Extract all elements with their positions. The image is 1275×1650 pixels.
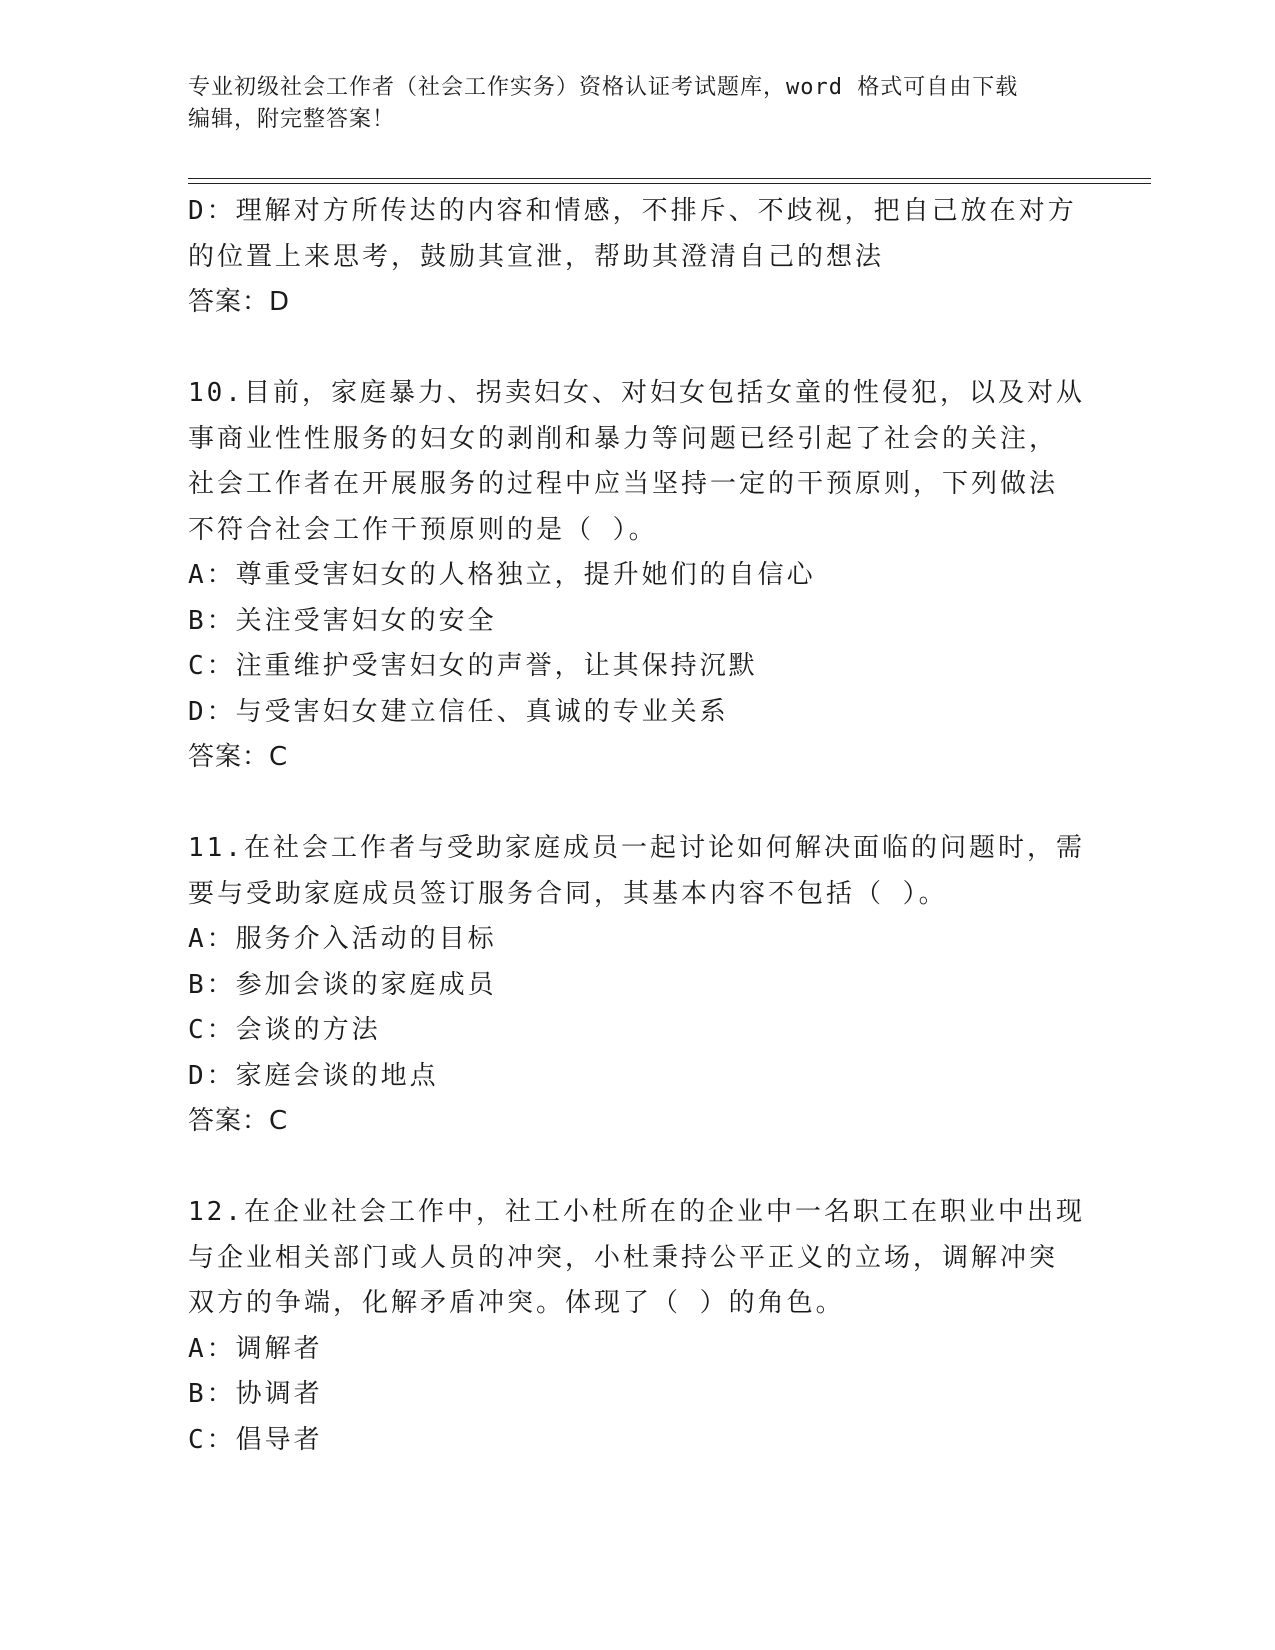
question-12 xyxy=(188,1190,1088,1463)
question-stem-line: 10.目前，家庭暴力、拐卖妇女、对妇女包括女童的性侵犯，以及对从 xyxy=(188,378,1085,408)
document-body xyxy=(188,189,1088,1463)
spacer xyxy=(188,781,1088,827)
header-line-1: 专业初级社会工作者（社会工作实务）资格认证考试题库，word 格式可自由下载 xyxy=(188,75,1019,100)
option-b: B：关注受害妇女的安全 xyxy=(188,605,497,636)
header-rule-bottom xyxy=(188,183,1151,184)
question-11 xyxy=(188,826,1088,1145)
spacer xyxy=(188,1145,1088,1191)
question-stem-line: 不符合社会工作干预原则的是（ ）。 xyxy=(188,514,658,545)
option-b: B：协调者 xyxy=(188,1379,323,1409)
question-10 xyxy=(188,371,1088,781)
spacer xyxy=(188,326,1088,372)
prev-question-tail xyxy=(188,189,1088,326)
option-d-line-2: 的位置上来思考，鼓励其宣泄，帮助其澄清自己的想法 xyxy=(188,241,885,272)
answer-text: 答案：C xyxy=(188,742,289,772)
option-b: B：参加会谈的家庭成员 xyxy=(188,969,497,1000)
question-stem-line: 要与受助家庭成员签订服务合同，其基本内容不包括（ ）。 xyxy=(188,878,948,909)
question-stem-line: 事商业性性服务的妇女的剥削和暴力等问题已经引起了社会的关注， xyxy=(188,423,1059,454)
header-rule-top xyxy=(188,178,1151,179)
answer-text: 答案：C xyxy=(188,1106,289,1136)
question-stem-line: 与企业相关部门或人员的冲突，小杜秉持公平正义的立场，调解冲突 xyxy=(188,1242,1059,1273)
question-stem-line: 12.在企业社会工作中，社工小杜所在的企业中一名职工在职业中出现 xyxy=(188,1197,1085,1227)
option-d: D：与受害妇女建立信任、真诚的专业关系 xyxy=(188,696,729,727)
question-stem-line: 双方的争端，化解矛盾冲突。体现了（ ）的角色。 xyxy=(188,1288,845,1318)
option-c: C：会谈的方法 xyxy=(188,1015,381,1045)
option-d: D：家庭会谈的地点 xyxy=(188,1060,439,1091)
answer-text: 答案：D xyxy=(188,287,291,317)
option-a: A：服务介入活动的目标 xyxy=(188,924,497,954)
document-header xyxy=(188,72,1088,136)
header-line-2: 编辑，附完整答案！ xyxy=(188,107,396,132)
question-stem-line: 11.在社会工作者与受助家庭成员一起讨论如何解决面临的问题时，需 xyxy=(188,833,1085,863)
option-c: C：倡导者 xyxy=(188,1424,323,1455)
question-stem-line: 社会工作者在开展服务的过程中应当坚持一定的干预原则，下列做法 xyxy=(188,469,1059,499)
option-a: A：尊重受害妇女的人格独立，提升她们的自信心 xyxy=(188,560,816,590)
option-a: A：调解者 xyxy=(188,1333,323,1364)
option-d-line-1: D：理解对方所传达的内容和情感，不排斥、不歧视，把自己放在对方 xyxy=(188,196,1077,226)
option-c: C：注重维护受害妇女的声誉，让其保持沉默 xyxy=(188,651,758,681)
